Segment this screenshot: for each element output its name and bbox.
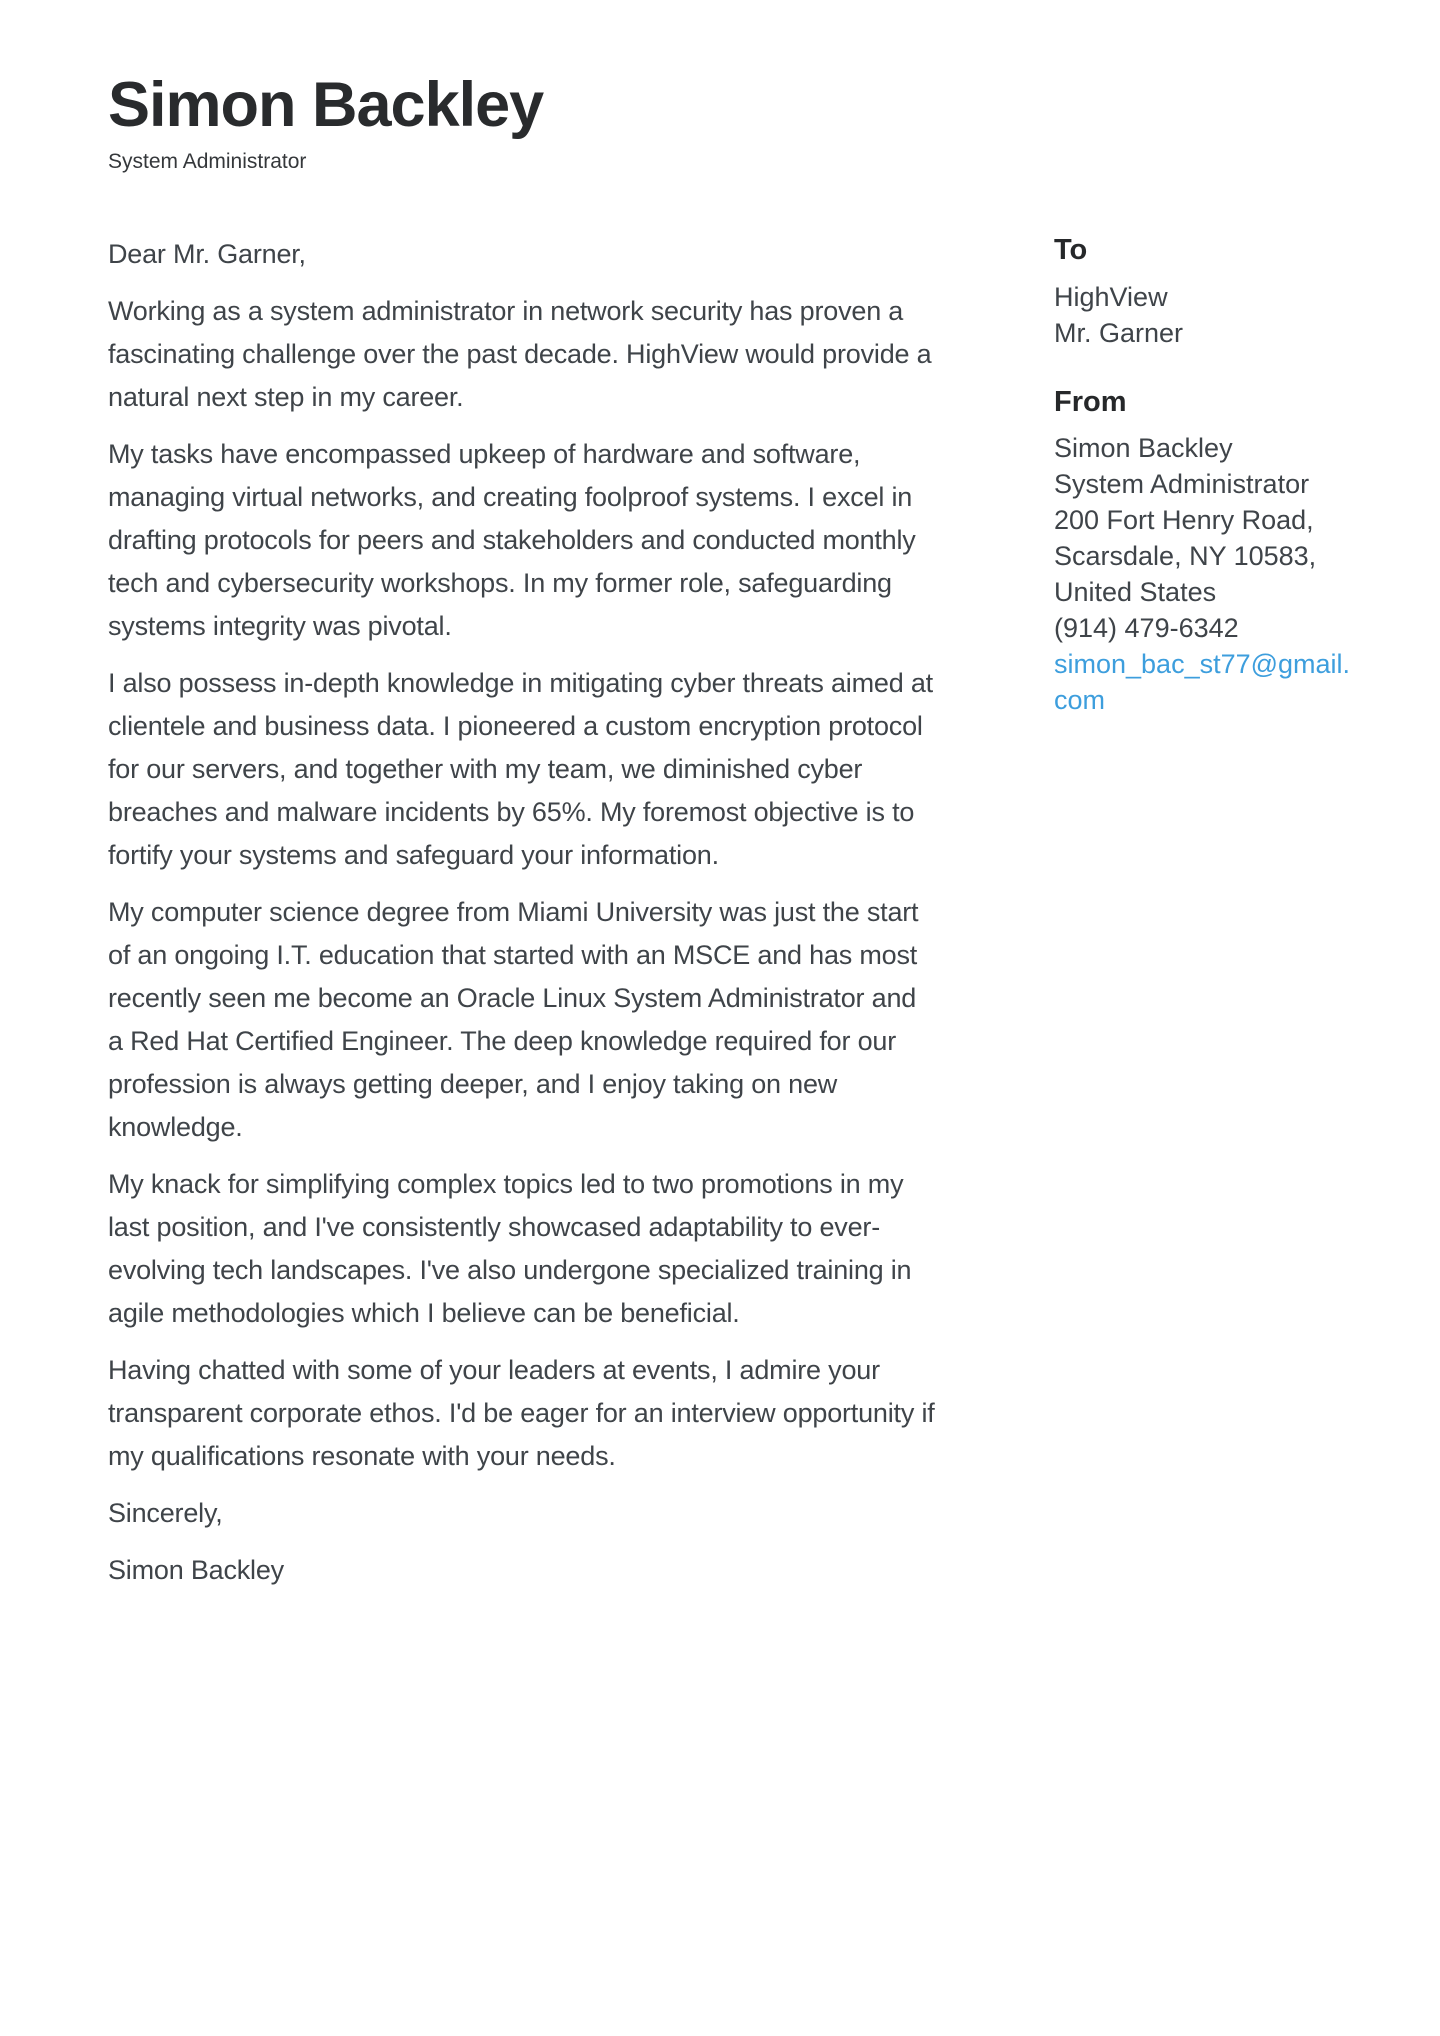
letter-paragraph: My tasks have encompassed upkeep of hardware and software, managing virtual networks, and creating foolproof systems. I excel in drafting protocols for peers and stakeholders and conducted monthly tech and cybersecurity workshops. In my former role, safeguarding systems integrity was pivotal. [108,438,916,641]
closing: Sincerely, [108,1497,223,1528]
to-heading: To [1054,233,1088,266]
from-section [1054,385,1362,719]
candidate-title: System Administrator [108,149,307,173]
sender-name: Simon Backley [1054,433,1233,464]
letter-paragraph: I also possess in-depth knowledge in mitigating cyber threats aimed at clientele and business data. I pioneered a custom encryption protocol for our servers, and together with my team, we diminished cyber breaches and malware incidents by 65%. My foremost objective is to fortify your systems and safeguard your information. [108,667,933,870]
sender-address-city: Scarsdale, NY 10583, [1054,541,1317,572]
candidate-name: Simon Backley [108,70,544,140]
sender-address-country: United States [1054,577,1217,608]
sender-title: System Administrator [1054,469,1310,500]
letter-paragraph: Having chatted with some of your leaders at events, I admire your transparent corporate ethos. I'd be eager for an interview opportunity if my qualifications resonate with your needs. [108,1354,935,1471]
recipient-company: HighView [1054,281,1168,312]
letter-body [108,233,936,1592]
letter-paragraph: Working as a system administrator in network security has proven a fascinating challenge over the past decade. HighView would provide a natural next step in my career. [108,295,932,412]
letter-paragraph: My computer science degree from Miami University was just the start of an ongoing I.T. education that started with an MSCE and has most recently seen me become an Oracle Linux System Administrator and a Red Hat Certified Engineer. The deep knowledge required for our profession is always getting deeper, and I enjoy taking on new knowledge. [108,896,919,1142]
sender-phone: (914) 479-6342 [1054,613,1239,644]
sender-email-link[interactable]: simon_bac_st77@gmail.com [1054,649,1351,716]
letter-header [108,70,1362,175]
signature: Simon Backley [108,1554,284,1585]
letter-paragraph: My knack for simplifying complex topics led to two promotions in my last position, and I've consistently showcased adaptability to ever-evolving tech landscapes. I've also undergone specialized training in agile methodologies which I believe can be beneficial. [108,1168,912,1328]
recipient-name: Mr. Garner [1054,317,1184,348]
to-section [1054,233,1362,351]
sender-address-street: 200 Fort Henry Road, [1054,505,1314,536]
letter-columns [108,233,1362,1592]
from-heading: From [1054,385,1127,418]
contact-sidebar [1054,233,1362,719]
greeting: Dear Mr. Garner, [108,238,306,269]
